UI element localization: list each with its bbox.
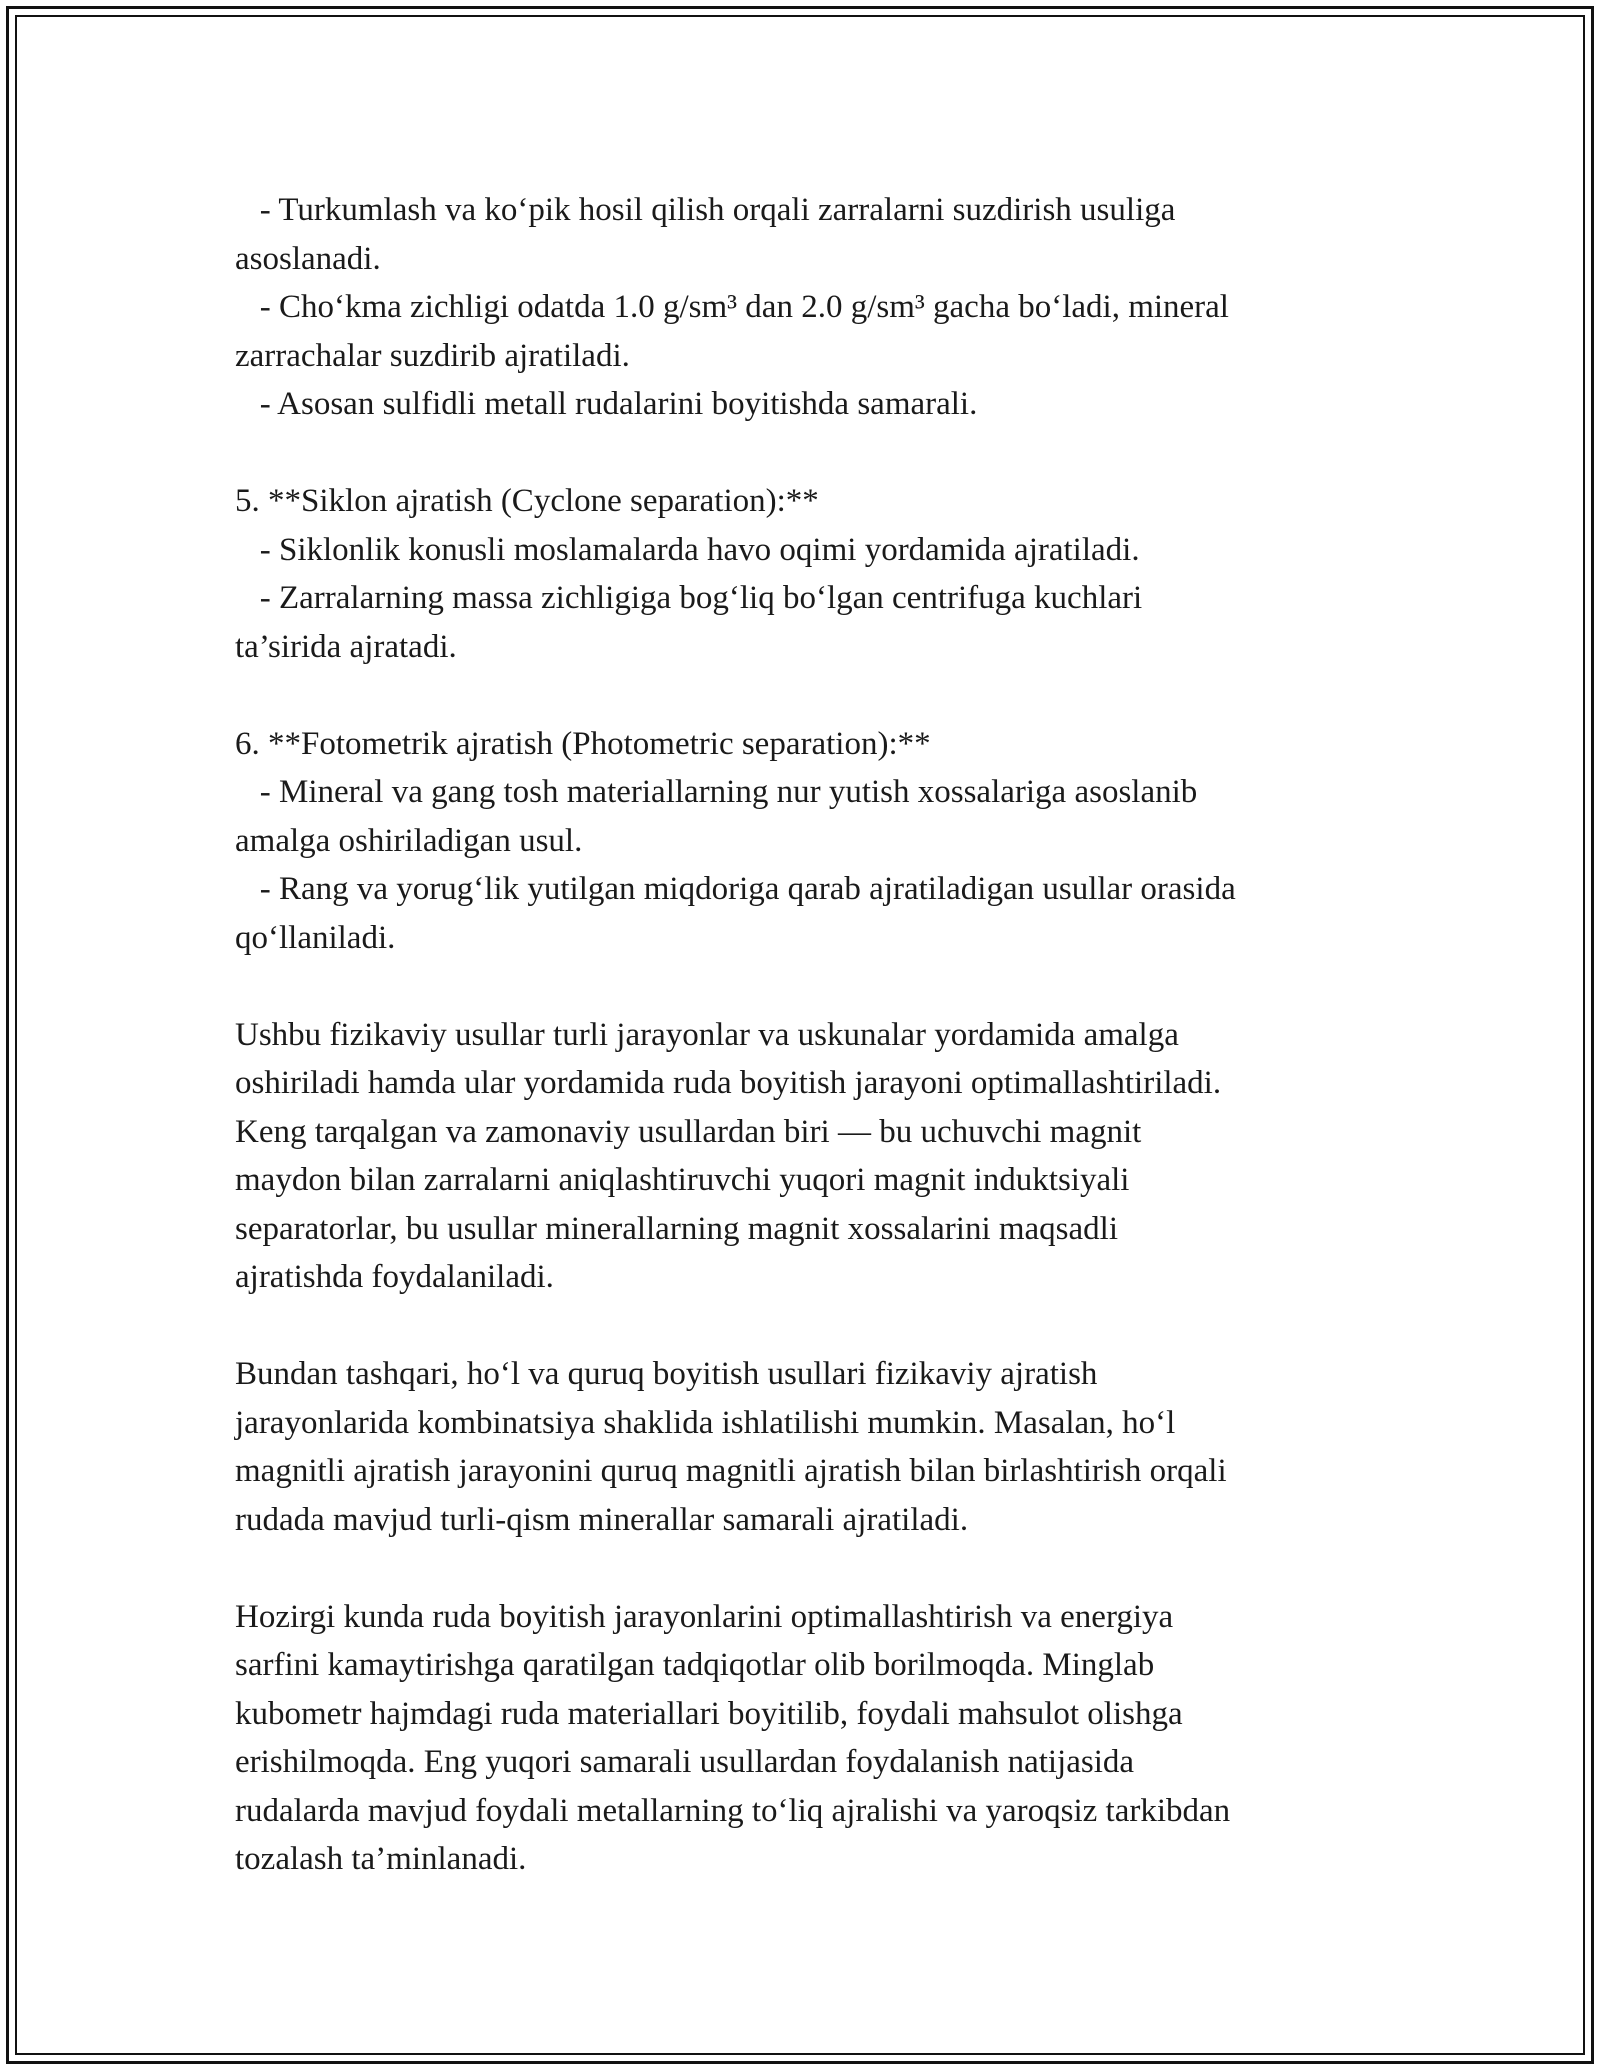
paragraph-gap [235, 962, 1375, 1011]
text-line: - Turkumlash va ko‘pik hosil qilish orqali zarralarni suzdirish usuliga [235, 192, 1176, 228]
text-line: - Rang va yorug‘lik yutilgan miqdoriga qarab ajratiladigan usullar orasida [235, 871, 1236, 907]
text-line: separatorlar, bu usullar minerallarning magnit xossalarini maqsadli [235, 1210, 1119, 1247]
text-line: - Asosan sulfidli metall rudalarini boyitishda samarali. [235, 386, 978, 422]
text-line: jarayonlarida kombinatsiya shaklida ishlatilishi mumkin. Masalan, ho‘l [235, 1404, 1176, 1441]
paragraph-gap [235, 429, 1375, 478]
text-line: magnitli ajratish jarayonini quruq magnitli ajratish bilan birlashtirish orqali [235, 1453, 1227, 1489]
text-line: erishilmoqda. Eng yuqori samarali usullardan foydalanish natijasida [235, 1744, 1135, 1780]
text-line: Bundan tashqari, ho‘l va quruq boyitish usullari fizikaviy ajratish [235, 1356, 1098, 1392]
section-heading: 6. **Fotometrik ajratish (Photometric separation):** [235, 725, 931, 762]
text-line: asoslanadi. [235, 240, 381, 277]
text-line: - Siklonlik konusli moslamalarda havo oqimi yordamida ajratiladi. [235, 531, 1140, 568]
document-body [235, 186, 1375, 1884]
text-line: ta’sirida ajratadi. [235, 628, 457, 665]
paragraph-physical-methods [235, 1011, 1375, 1302]
text-line: - Mineral va gang tosh materiallarning nur yutish xossalariga asoslanib [235, 774, 1198, 810]
text-line: maydon bilan zarralarni aniqlashtiruvchi yuqori magnit induktsiyali [235, 1162, 1130, 1198]
photometric-separation-section [235, 720, 1375, 963]
paragraph-current-research [235, 1593, 1375, 1884]
text-line: oshiriladi hamda ular yordamida ruda boyitish jarayoni optimallashtiriladi. [235, 1065, 1222, 1101]
text-line: amalga oshiriladigan usul. [235, 822, 583, 859]
cyclone-separation-section [235, 477, 1375, 671]
text-line: rudada mavjud turli-qism minerallar samarali ajratiladi. [235, 1501, 969, 1538]
text-line: - Cho‘kma zichligi odatda 1.0 g/sm³ dan 2.0 g/sm³ gacha bo‘ladi, mineral [235, 289, 1229, 325]
text-line: zarrachalar suzdirib ajratiladi. [235, 337, 630, 374]
flotation-bullet-list [235, 186, 1375, 429]
text-line: sarfini kamaytirishga qaratilgan tadqiqotlar olib borilmoqda. Minglab [235, 1647, 1155, 1683]
text-line: tozalash ta’minlanadi. [235, 1841, 527, 1877]
text-line: Ushbu fizikaviy usullar turli jarayonlar va uskunalar yordamida amalga [235, 1016, 1179, 1053]
section-heading: 5. **Siklon ajratish (Cyclone separation):** [235, 483, 819, 519]
text-line: Hozirgi kunda ruda boyitish jarayonlarini optimallashtirish va energiya [235, 1598, 1174, 1635]
text-line: qo‘llaniladi. [235, 919, 396, 956]
paragraph-gap [235, 1302, 1375, 1351]
text-line: kubometr hajmdagi ruda materiallari boyitilib, foydali mahsulot olishga [235, 1695, 1183, 1732]
text-line: rudalarda mavjud foydali metallarning to‘liq ajralishi va yaroqsiz tarkibdan [235, 1792, 1231, 1829]
text-line: ajratishda foydalaniladi. [235, 1259, 554, 1295]
paragraph-combination [235, 1350, 1375, 1544]
paragraph-gap [235, 1544, 1375, 1593]
text-line: - Zarralarning massa zichligiga bog‘liq bo‘lgan centrifuga kuchlari [235, 580, 1143, 616]
paragraph-gap [235, 671, 1375, 720]
text-line: Keng tarqalgan va zamonaviy usullardan biri — bu uchuvchi magnit [235, 1113, 1142, 1150]
